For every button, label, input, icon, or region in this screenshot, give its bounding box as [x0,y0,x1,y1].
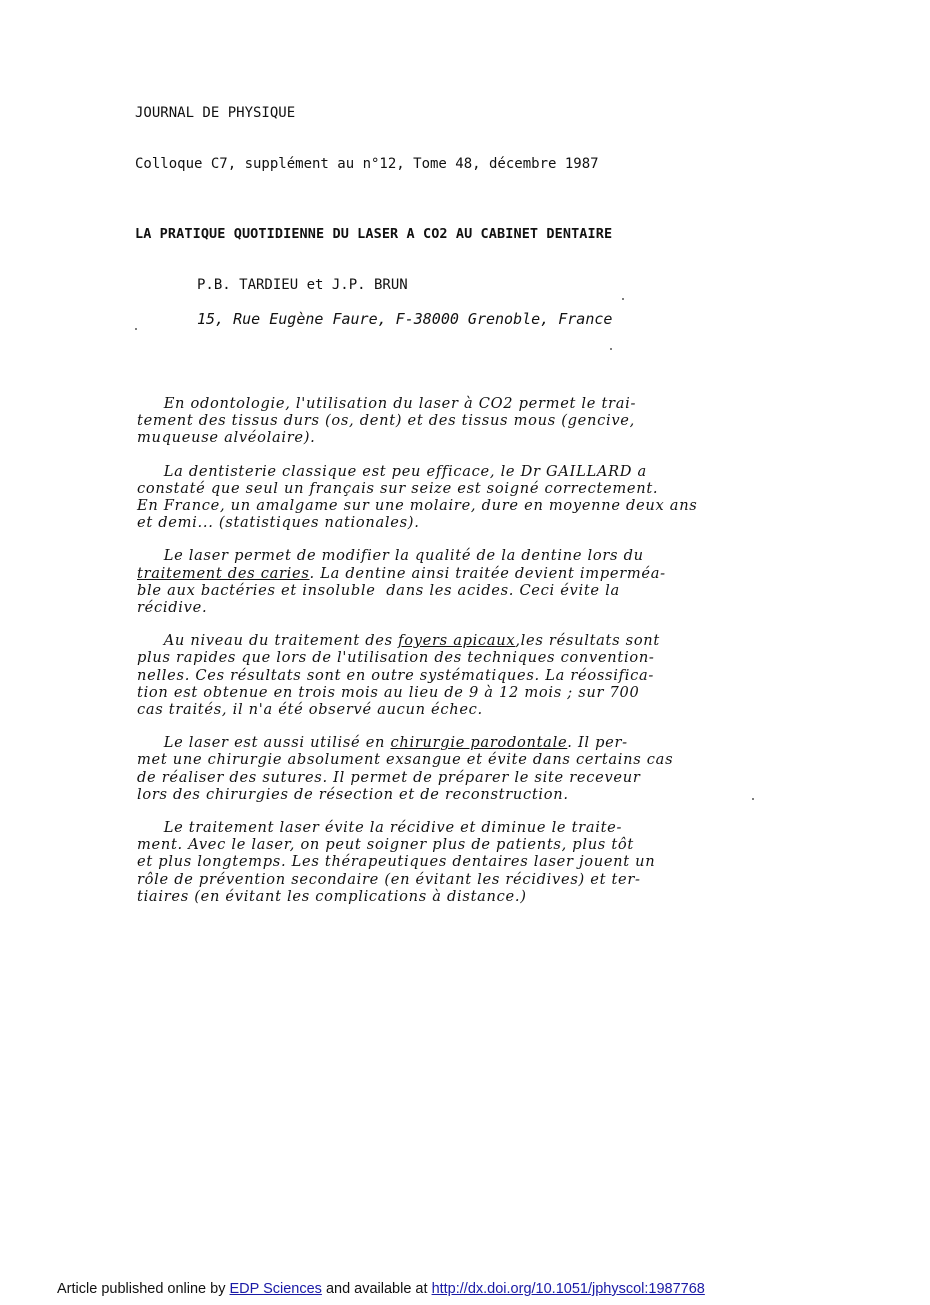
text-segment: Au niveau du traitement des [137,632,399,650]
text-line: ment. Avec le laser, on peut soigner plus de patients, plus tôt [137,836,634,854]
footer-prefix: Article published online by [57,1281,230,1297]
text-line: En odontologie, l'utilisation du laser à CO2 permet le trai- [137,395,637,412]
publisher-link[interactable]: EDP Sciences [229,1281,322,1297]
text-line: La dentisterie classique est peu efficace, le Dr GAILLARD a [137,462,647,480]
text-line: récidive. [137,599,208,617]
text-line: ble aux bactéries et insoluble dans les acides. Ceci évite la [137,581,620,599]
text-line: tiaires (en évitant les complications à distance.) [137,887,527,905]
colloque-info: Colloque C7, supplément au n°12, Tome 48, décembre 1987 [135,156,599,172]
paragraph-5 [137,734,827,803]
underlined-term: chirurgie parodontale [390,734,568,752]
text-segment: ,les résultats sont [515,632,660,650]
text-segment: . La dentine ainsi traitée devient imperméa- [309,564,666,582]
text-line: plus rapides que lors de l'utilisation des techniques convention- [137,649,655,667]
doi-link[interactable]: http://dx.doi.org/10.1051/jphyscol:1987768 [431,1281,705,1297]
paragraph-1 [137,395,827,447]
journal-header [135,71,599,190]
paper-body [137,395,827,921]
text-line: Le laser permet de modifier la qualité de la dentine lors du [137,547,644,565]
text-line: nelles. Ces résultats sont en outre systématiques. La réossifica- [137,666,654,684]
paper-title: LA PRATIQUE QUOTIDIENNE DU LASER A CO2 AU CABINET DENTAIRE [135,226,613,242]
scan-speck [135,328,137,330]
text-line: de réaliser des sutures. Il permet de préparer le site receveur [137,768,641,786]
text-line: En France, un amalgame sur une molaire, dure en moyenne deux ans [137,497,698,515]
underlined-term: traitement des caries [137,564,310,582]
text-line: muqueuse alvéolaire). [137,429,316,447]
scan-speck [622,298,624,300]
text-line: lors des chirurgies de résection et de reconstruction. [137,785,569,803]
text-line [137,734,827,751]
underlined-term: foyers apicaux [398,632,516,650]
text-segment: Le laser est aussi utilisé en [137,734,391,752]
text-line: constaté que seul un français sur seize est soigné correctement. [137,479,659,497]
text-line: met une chirurgie absolument exsangue et évite dans certains cas [137,751,674,769]
text-line: tement des tissus durs (os, dent) et des tissus mous (gencive, [137,412,635,430]
publication-footer [57,1281,705,1297]
scan-speck [752,798,754,800]
journal-name: JOURNAL DE PHYSIQUE [135,105,296,121]
text-segment: . Il per- [567,734,628,752]
author-address: 15, Rue Eugène Faure, F-38000 Grenoble, France [197,310,613,328]
text-line [137,565,827,582]
text-line: et plus longtemps. Les thérapeutiques dentaires laser jouent un [137,853,656,871]
text-line: tion est obtenue en trois mois au lieu de 9 à 12 mois ; sur 700 [137,683,640,701]
paragraph-2 [137,463,827,532]
text-line: Le traitement laser évite la récidive et diminue le traite- [137,819,623,837]
paragraph-4 [137,632,827,718]
scan-speck [610,348,612,350]
text-line: et demi... (statistiques nationales). [137,514,420,532]
paragraph-3 [137,547,827,616]
text-line [137,632,827,649]
text-line: rôle de prévention secondaire (en évitant les récidives) et ter- [137,870,641,888]
paragraph-6 [137,819,827,905]
text-line: cas traités, il n'a été observé aucun échec. [137,701,483,719]
footer-middle: and available at [321,1281,432,1297]
paper-authors: P.B. TARDIEU et J.P. BRUN [197,277,408,293]
